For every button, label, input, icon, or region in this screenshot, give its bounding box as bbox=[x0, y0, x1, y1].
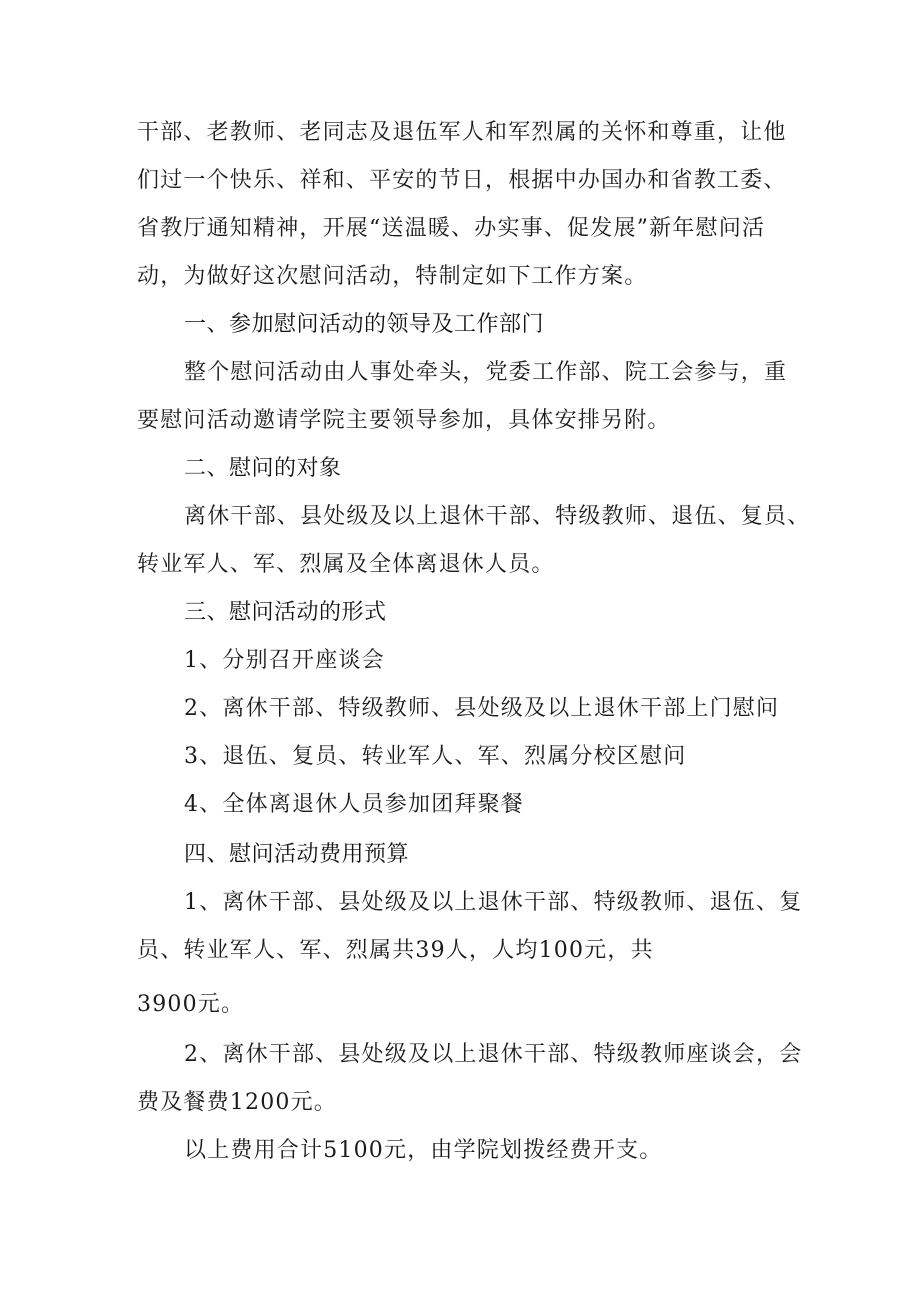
section-4-item-1-line-2: 员、转业军人、军、烈属共39人，人均100元，共 bbox=[137, 938, 654, 963]
section-4-item-2-line-2: 费及餐费1200元。 bbox=[137, 1090, 337, 1115]
section-3-item-3: 3、退伍、复员、转业军人、军、烈属分校区慰问 bbox=[184, 744, 687, 769]
section-2-line-1: 离休干部、县处级及以上退休干部、特级教师、退伍、复员、 bbox=[184, 504, 811, 529]
section-3-item-1: 1、分别召开座谈会 bbox=[184, 648, 385, 673]
section-2-line-2: 转业军人、军、烈属及全体离退休人员。 bbox=[137, 552, 555, 577]
intro-line-1: 干部、老教师、老同志及退伍军人和军烈属的关怀和尊重，让他 bbox=[137, 120, 787, 145]
intro-line-2: 们过一个快乐、祥和、平安的节日，根据中办国办和省教工委、 bbox=[137, 168, 787, 193]
section-4-heading: 四、慰问活动费用预算 bbox=[184, 842, 410, 867]
section-4-item-2-line-1: 2、离休干部、县处级及以上退休干部、特级教师座谈会，会 bbox=[184, 1042, 803, 1067]
section-1-line-1: 整个慰问活动由人事处牵头，党委工作部、院工会参与，重 bbox=[184, 360, 788, 385]
section-1-line-2: 要慰问活动邀请学院主要领导参加，具体安排另附。 bbox=[137, 408, 671, 433]
section-3-heading: 三、慰问活动的形式 bbox=[184, 600, 387, 625]
intro-line-4: 动，为做好这次慰问活动，特制定如下工作方案。 bbox=[137, 264, 648, 289]
section-3-item-2: 2、离休干部、特级教师、县处级及以上退休干部上门慰问 bbox=[184, 696, 780, 721]
section-2-heading: 二、慰问的对象 bbox=[184, 456, 342, 481]
section-4-item-1-line-1: 1、离休干部、县处级及以上退休干部、特级教师、退伍、复 bbox=[184, 890, 803, 915]
section-3-item-4: 4、全体离退休人员参加团拜聚餐 bbox=[184, 792, 524, 817]
intro-line-3: 省教厅通知精神，开展“送温暖、办实事、促发展”新年慰问活 bbox=[137, 216, 766, 241]
section-4-item-1-line-3: 3900元。 bbox=[137, 992, 245, 1017]
section-1-heading: 一、参加慰问活动的领导及工作部门 bbox=[184, 312, 545, 337]
section-4-total: 以上费用合计5100元，由学院划拨经费开支。 bbox=[184, 1138, 663, 1163]
